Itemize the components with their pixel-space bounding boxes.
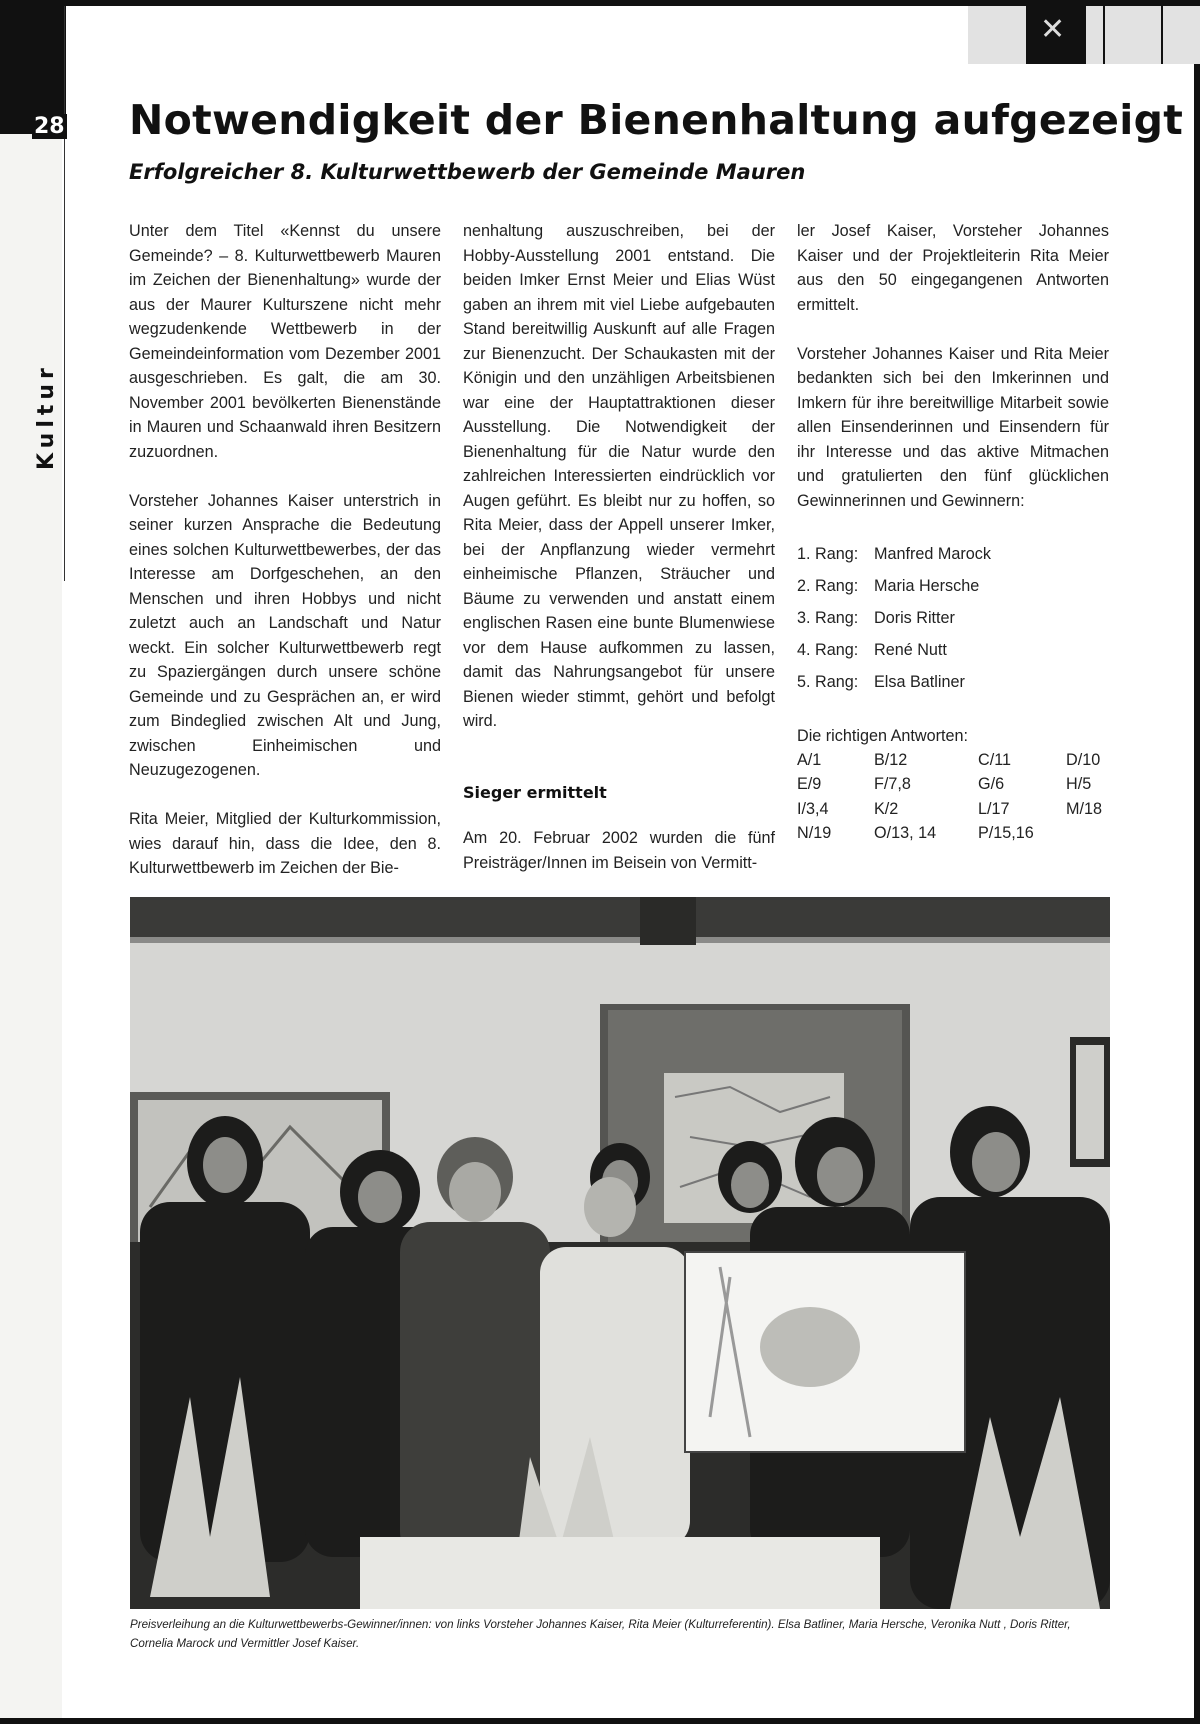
answer: C/11 (978, 751, 1011, 769)
answer: F/7,8 (874, 775, 911, 794)
paragraph: Unter dem Titel «Kennst du unsere Gemeinde? – 8. Kulturwettbewerb Mauren im Zeichen der Bienenhaltung» wurde der aus der Maurer Kulturszene nicht mehr wegzudenkende Wettbewerb in der Gemeindeinformation vom Dezember 2001 ausgeschrieben. Es galt, die am 30. November 2001 bevölkerten Bienenstände in Mauren und Schaanwald ihren Besitzern zuzuordnen. (129, 222, 441, 461)
paragraph: Am 20. Februar 2002 wurden die fünf Preisträger/Innen im Beisein von Vermitt- (463, 829, 775, 872)
rank-label: 5. Rang: (797, 672, 859, 691)
text-column-3 (797, 219, 1109, 845)
text-column-2 (463, 219, 775, 900)
margin-rule (64, 6, 65, 581)
answer: A/1 (797, 751, 822, 769)
answer: H/5 (1066, 775, 1092, 794)
rank-label: 3. Rang: (797, 608, 859, 627)
group-photo (130, 897, 1110, 1609)
answer: N/19 (797, 823, 832, 842)
answers-title: Die richtigen Antworten: (797, 726, 968, 745)
article-subtitle: Erfolgreicher 8. Kulturwettbewerb der Gemeinde Mauren (129, 160, 806, 184)
text-column-1 (129, 219, 441, 905)
corner-decoration (968, 6, 1200, 64)
answer: G/6 (978, 775, 1005, 794)
page-number: 28 (34, 114, 65, 139)
paragraph: Vorsteher Johannes Kaiser unterstrich in seiner kurzen Ansprache die Bedeutung eines solchen Kulturwettbewerbes, der das Interesse am Dorfgeschehen, an den Menschen und ihren Hobbys und nicht zuletzt auch an Landschaft und Natur weckt. Ein solcher Kulturwettbewerb regt zu Spaziergängen durch unsere schöne Gemeinde und zu Gesprächen an, er wird zum Bindeglied zwischen Alt und Jung, zwischen Einheimischen und Neuzugezogenen. (129, 491, 441, 779)
section-label (34, 430, 59, 470)
answer: P/15,16 (978, 823, 1034, 842)
answer: D/10 (1066, 751, 1101, 769)
answers-grid (797, 748, 1109, 845)
decoration-bar (1161, 6, 1163, 64)
list-item (797, 634, 1109, 666)
paragraph: ler Josef Kaiser, Vorsteher Johannes Kaiser und der Projektleiterin Rita Meier aus den 50 eingegangenen Antworten ermittelt. (797, 222, 1109, 314)
answer (1066, 821, 1126, 845)
winner-name: René Nutt (874, 640, 947, 659)
winner-name: Doris Ritter (874, 608, 955, 627)
list-item (797, 570, 1109, 602)
rank-label: 4. Rang: (797, 640, 859, 659)
list-item (797, 538, 1109, 570)
winner-name: Elsa Batliner (874, 672, 965, 691)
paragraph: nenhaltung auszuschreiben, bei der Hobby-Ausstellung 2001 entstand. Die beiden Imker Ernst Meier und Elias Wüst gaben an ihrem mit viel Liebe aufgebauten Stand bereitwillig Auskunft auf alle Fragen zur Bienenzucht. Der Schaukasten mit der Königin und den unzähligen Arbeitsbienen war eine der Hauptattraktionen dieser Ausstellung. Die Notwendigkeit der Bienenhaltung für die Natur wurde den zahlreichen Interessierten eindrücklich vor Augen geführt. Es bleibt nur zu hoffen, so Rita Meier, dass der Appell unserer Imker, bei der Anpflanzung wieder vermehrt einheimische Pflanzen, Sträucher und Bäume zu verwenden und anstatt einem englischen Rasen eine bunte Blumenwiese vor dem Hause aufkommen zu lassen, damit das Nahrungsangebot für unsere Bienen wieder stimmt, gehört und befolgt wird. (463, 222, 775, 730)
answer: O/13, 14 (874, 823, 937, 842)
rank-label: 1. Rang: (797, 544, 859, 563)
answer: L/17 (978, 799, 1010, 818)
winners-list (797, 538, 1109, 698)
photo-caption: Preisverleihung an die Kulturwettbewerbs-Gewinner/innen: von links Vorsteher Johannes Kaiser, Rita Meier (Kulturreferentin). Elsa Batliner, Maria Hersche, Veronika Nutt , Doris Ritter, Cornelia Marock und Vermittler Josef Kaiser. (130, 1618, 1071, 1650)
answer: M/18 (1066, 799, 1102, 818)
winner-name: Maria Hersche (874, 576, 980, 595)
rank-label: 2. Rang: (797, 576, 859, 595)
answer: I/3,4 (797, 799, 829, 818)
answer: B/12 (874, 751, 908, 769)
answer: K/2 (874, 799, 899, 818)
paragraph: Rita Meier, Mitglied der Kulturkommission, wies darauf hin, dass die Idee, den 8. Kulturwettbewerb im Zeichen der Bie- (129, 810, 441, 877)
answer: E/9 (797, 775, 822, 794)
crossed-tools-icon: ✕ (1040, 13, 1066, 46)
list-item (797, 666, 1109, 698)
decoration-block (1026, 6, 1086, 64)
page-edge (1194, 6, 1200, 1718)
paragraph: Vorsteher Johannes Kaiser und Rita Meier bedankten sich bei den Imkerinnen und Imkern für ihre bereitwillige Mitarbeit sowie allen Einsenderinnen und Einsendern für ihr Interesse und das aktive Mitmachen und gratulierten den fünf glücklichen Gewinnerinnen und Gewinnern: (797, 344, 1109, 510)
list-item (797, 602, 1109, 634)
winner-name: Manfred Marock (874, 544, 991, 563)
photo-illustration (130, 897, 1110, 1609)
section-heading: Sieger ermittelt (463, 782, 607, 802)
decoration-bar (1103, 6, 1105, 64)
article-title: Notwendigkeit der Bienenhaltung aufgezeigt (129, 96, 1184, 144)
